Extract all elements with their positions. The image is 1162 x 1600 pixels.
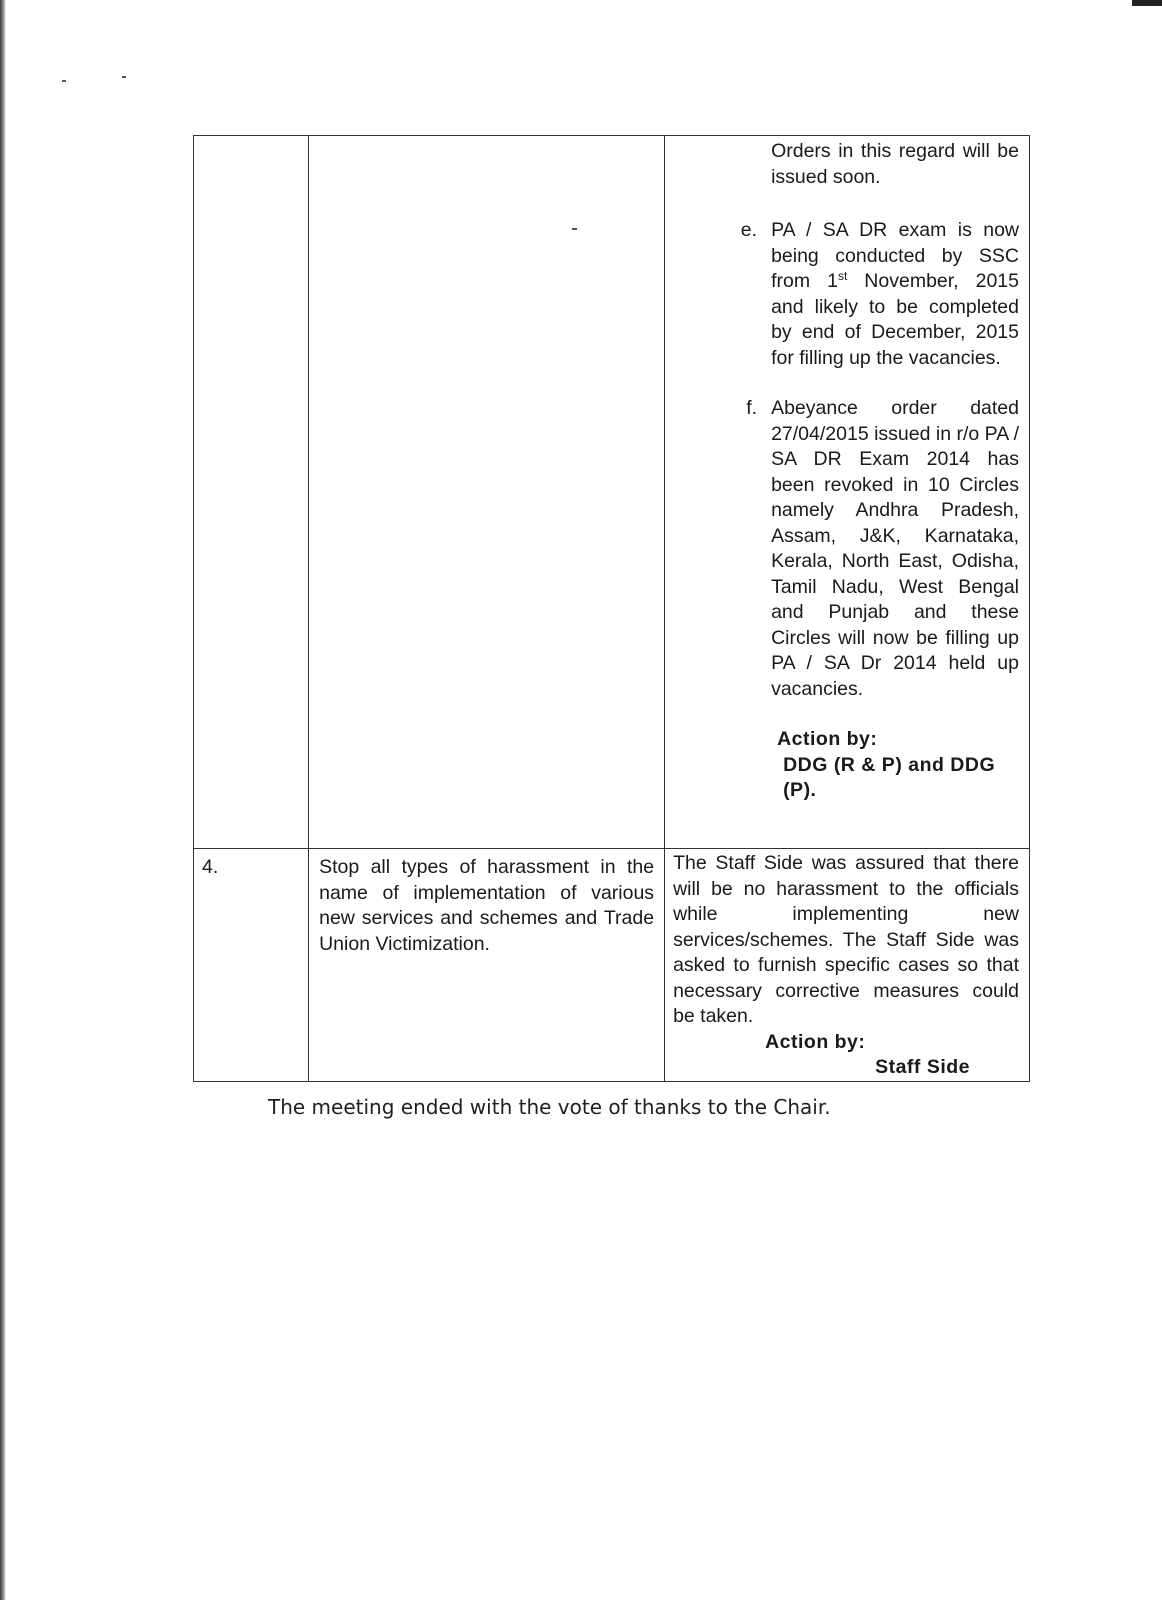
serial-number: 4. [202, 856, 219, 878]
list-marker: e. [740, 219, 758, 241]
minutes-table [193, 135, 1030, 1082]
scan-speck [62, 80, 66, 82]
action-block [777, 727, 1019, 804]
scan-edge-left [0, 0, 6, 1600]
table-row [194, 136, 1030, 849]
reply-list-item [665, 396, 1019, 702]
table-row [194, 849, 1030, 1082]
ordinal-suffix: st [837, 269, 848, 283]
action-by: DDG (R & P) and DDG (P). [783, 753, 996, 801]
sno-cell [194, 136, 309, 849]
reply-list-item [665, 218, 1019, 371]
reply-cell [665, 849, 1030, 1082]
action-label: Action by: [777, 728, 878, 750]
action-by: Staff Side [875, 1056, 970, 1078]
sno-cell [194, 849, 309, 1082]
list-marker: f. [746, 397, 758, 419]
reply-text: The Staff Side was assured that there will be no harassment to the officials while implementing new services/schemes. The Staff Side was asked to furnish specific cases so that necessary corrective measures could be taken. [673, 852, 1019, 1027]
action-label: Action by: [765, 1030, 866, 1053]
demand-cell [309, 849, 665, 1082]
reply-item-text: PA / SA DR exam is now being conducted by SSC from 1st November, 2015 and likely to be completed by end of December, 2015 for filling up the vacancies. [771, 219, 1019, 369]
scan-speck [122, 76, 126, 78]
action-block [665, 1030, 1029, 1081]
reply-cell [665, 136, 1030, 849]
scan-edge-right [1132, 0, 1162, 6]
reply-intro-text: Orders in this regard will be issued soon. [771, 140, 1019, 188]
reply-item-text: Abeyance order dated 27/04/2015 issued in r/o PA / SA DR Exam 2014 has been revoked in 10 Circles namely Andhra Pradesh, Assam, J&K, Karnataka, Kerala, North East, Odisha, Tamil Nadu, West Bengal and Punjab and these Circles will now be filling up PA / SA Dr 2014 held up vacancies. [771, 397, 1019, 700]
demand-cell [309, 136, 665, 849]
closing-statement: The meeting ended with the vote of thanks to the Chair. [268, 1095, 831, 1119]
demand-text: Stop all types of harassment in the name of implementation of various new services and schemes and Trade Union Victimization. [319, 856, 655, 955]
